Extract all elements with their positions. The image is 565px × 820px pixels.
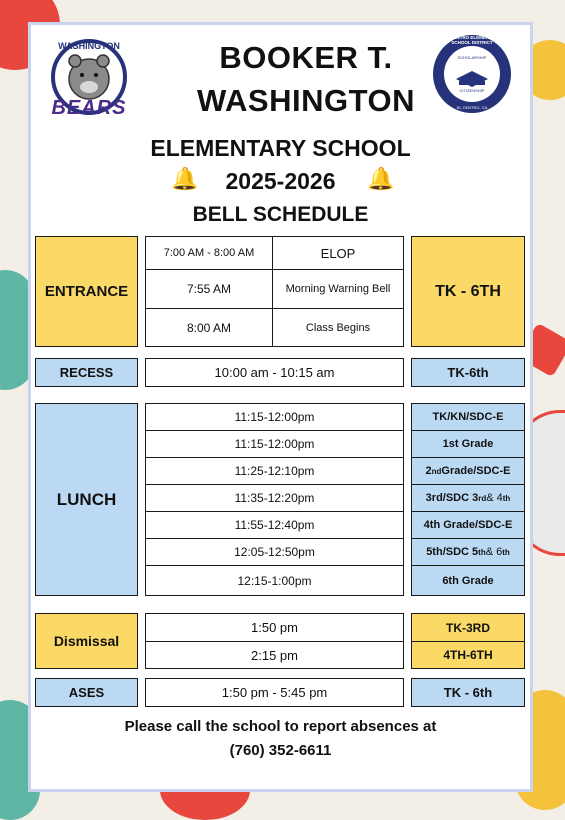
- lunch-time-7: 12:15-1:00pm: [145, 565, 404, 596]
- bell-schedule-title: BELL SCHEDULE: [192, 203, 369, 226]
- dismissal-time-1: 1:50 pm: [145, 613, 404, 642]
- entrance-event-1: ELOP: [272, 236, 404, 270]
- lunch-grade-3-part-a: 2: [425, 465, 432, 477]
- entrance-grades: TK - 6TH: [411, 236, 525, 347]
- absence-notice: Please call the school to report absences at: [124, 718, 437, 735]
- entrance-event-2: Morning Warning Bell: [272, 269, 404, 309]
- lunch-grade-5: 4th Grade/SDC-E: [411, 511, 525, 539]
- lunch-grade-6-sup2: th: [502, 547, 510, 557]
- school-type: ELEMENTARY SCHOOL: [150, 135, 411, 161]
- ases-grades: TK - 6th: [411, 678, 525, 707]
- lunch-label: LUNCH: [35, 403, 138, 596]
- lunch-time-6: 12:05-12:50pm: [145, 538, 404, 566]
- lunch-time-2: 11:15-12:00pm: [145, 430, 404, 458]
- bears-logo-bottom-text: BEARS: [51, 97, 127, 119]
- schedule-card: [28, 22, 533, 792]
- dismissal-label: Dismissal: [35, 613, 138, 669]
- school-phone[interactable]: (760) 352-6611: [229, 742, 332, 759]
- entrance-time-2: 7:55 AM: [145, 269, 273, 309]
- lunch-grade-4-sup2: th: [502, 493, 511, 503]
- lunch-grade-2: 1st Grade: [411, 430, 525, 458]
- lunch-grade-4-part-b: & 4: [486, 492, 503, 504]
- ases-time: 1:50 pm - 5:45 pm: [145, 678, 404, 707]
- entrance-time-3: 8:00 AM: [145, 308, 273, 347]
- lunch-grade-4: [411, 484, 525, 512]
- district-seal-place-text: EL CENTRO, CA: [456, 105, 488, 110]
- bears-logo-top-text: WASHINGTON: [58, 41, 120, 51]
- dismissal-time-2: 2:15 pm: [145, 641, 404, 669]
- lunch-time-1: 11:15-12:00pm: [145, 403, 404, 431]
- lunch-grade-6-part-a: 5th/SDC 5: [426, 546, 479, 558]
- bell-icon: 🔔: [171, 166, 199, 191]
- lunch-time-4: 11:35-12:20pm: [145, 484, 404, 512]
- lunch-grade-4-part-a: 3rd/SDC 3: [425, 492, 479, 504]
- lunch-grade-3-sup: nd: [431, 466, 442, 476]
- recess-label: RECESS: [35, 358, 138, 387]
- bell-icon: 🔔: [367, 166, 395, 191]
- lunch-grade-3: [411, 457, 525, 485]
- bears-logo: [45, 37, 133, 123]
- lunch-grade-6: [411, 538, 525, 566]
- lunch-grade-6-sup: th: [478, 547, 486, 557]
- dismissal-grades-1: TK-3RD: [411, 613, 525, 642]
- ases-label: ASES: [35, 678, 138, 707]
- recess-grades: TK-6th: [411, 358, 525, 387]
- school-year: 2025-2026: [225, 168, 336, 194]
- entrance-event-3: Class Begins: [272, 308, 404, 347]
- entrance-time-1: 7:00 AM - 8:00 AM: [145, 236, 273, 270]
- district-seal-bottom-text: CITIZENSHIP: [459, 88, 485, 93]
- district-seal-ring-text: EL CENTRO ELEMENTARY SCHOOL DISTRICT: [443, 35, 501, 45]
- lunch-grade-7: 6th Grade: [411, 565, 525, 596]
- recess-time: 10:00 am - 10:15 am: [145, 358, 404, 387]
- lunch-grade-1: TK/KN/SDC-E: [411, 403, 525, 431]
- lunch-time-5: 11:55-12:40pm: [145, 511, 404, 539]
- lunch-grade-3-part-b: Grade/SDC-E: [441, 465, 511, 477]
- school-name-line2: WASHINGTON: [197, 83, 415, 118]
- lunch-time-3: 11:25-12:10pm: [145, 457, 404, 485]
- dismissal-grades-2: 4TH-6TH: [411, 641, 525, 669]
- lunch-grade-6-part-b: & 6: [485, 546, 503, 558]
- school-name-line1: BOOKER T.: [219, 40, 393, 75]
- entrance-label: ENTRANCE: [35, 236, 138, 347]
- lunch-grade-4-sup: rd: [478, 493, 487, 503]
- district-seal-top-text: SCHOLARSHIP: [457, 55, 487, 60]
